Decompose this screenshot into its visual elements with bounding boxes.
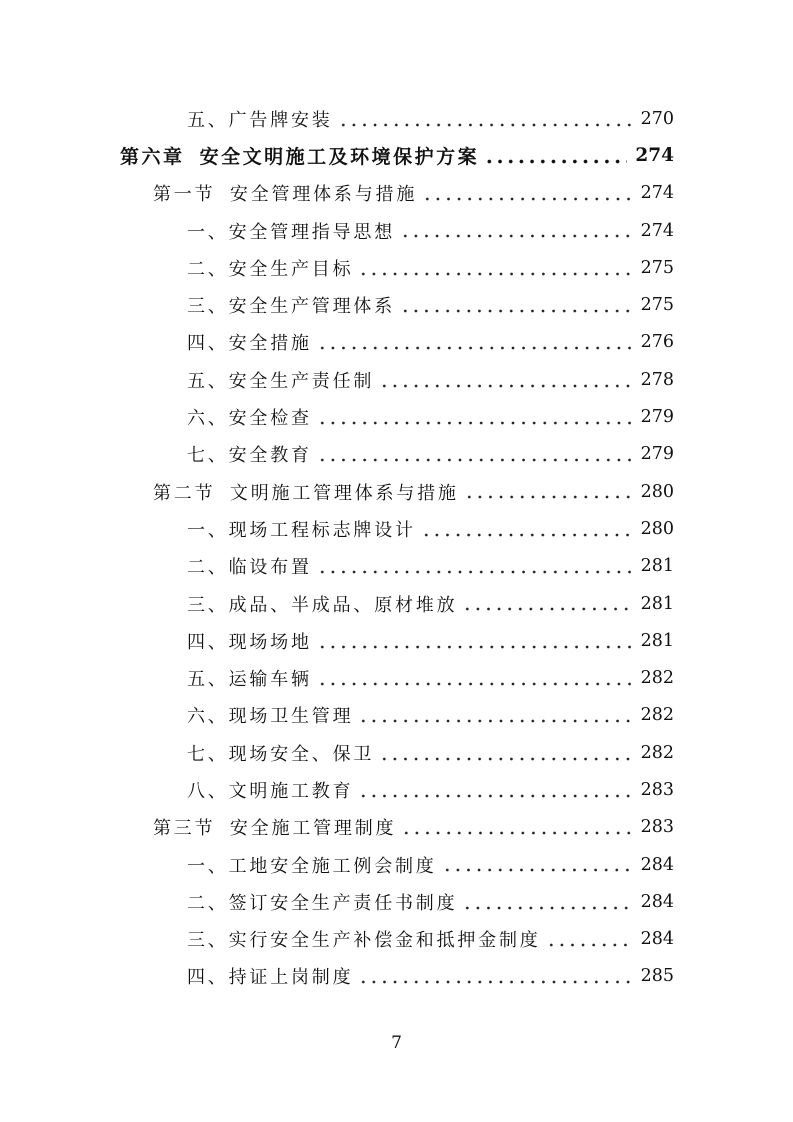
toc-item-entry xyxy=(0,398,674,435)
toc-item-entry xyxy=(0,659,674,696)
toc-entry-page: 282 xyxy=(640,668,674,689)
toc-item-entry xyxy=(0,697,674,734)
toc-entry-page: 281 xyxy=(640,593,674,614)
toc-entry-page: 275 xyxy=(640,295,674,316)
dot-leader xyxy=(464,473,633,510)
toc-section-entry xyxy=(0,175,674,212)
dot-leader xyxy=(317,548,633,585)
toc-entry-label: 五、安全生产责任制 xyxy=(187,370,375,392)
toc-entry-label: 四、持证上岗制度 xyxy=(187,967,354,989)
toc-item-entry xyxy=(0,286,674,323)
toc-entry-label: 三、成品、半成品、原材堆放 xyxy=(187,594,458,616)
dot-leader xyxy=(358,697,632,734)
dot-leader xyxy=(422,175,632,212)
toc-section-entry xyxy=(0,809,674,846)
toc-item-entry xyxy=(0,548,674,585)
dot-leader xyxy=(358,249,632,286)
dot-leader xyxy=(400,286,633,323)
toc-entry-label: 第一节 安全管理体系与措施 xyxy=(153,184,418,206)
toc-entry-label: 一、安全管理指导思想 xyxy=(187,221,395,243)
toc-entry-label: 五、运输车辆 xyxy=(187,669,312,691)
toc-entry-page: 274 xyxy=(640,220,674,241)
toc-entry-page: 276 xyxy=(640,332,674,353)
toc-entry-label: 七、现场安全、保卫 xyxy=(187,743,375,765)
toc-item-entry xyxy=(0,249,674,286)
toc-entry-page: 270 xyxy=(640,108,674,129)
toc-item-entry xyxy=(0,771,674,808)
toc-entry-label: 八、文明施工教育 xyxy=(187,780,354,802)
table-of-contents xyxy=(0,100,674,995)
toc-item-entry xyxy=(0,846,674,883)
dot-leader xyxy=(442,846,633,883)
toc-section-entry xyxy=(0,473,674,510)
toc-entry-page: 282 xyxy=(640,705,674,726)
toc-entry-label: 四、安全措施 xyxy=(187,333,312,355)
dot-leader xyxy=(358,771,632,808)
dot-leader xyxy=(317,622,633,659)
toc-entry-label: 第六章 安全文明施工及环境保护方案 xyxy=(120,146,480,169)
toc-chapter-entry xyxy=(0,137,674,174)
toc-entry-label: 二、安全生产目标 xyxy=(187,258,354,280)
toc-entry-label: 二、临设布置 xyxy=(187,557,312,579)
toc-entry-page: 280 xyxy=(640,481,674,502)
toc-entry-label: 第三节 安全施工管理制度 xyxy=(153,818,397,840)
dot-leader xyxy=(317,659,633,696)
dot-leader xyxy=(338,100,633,137)
toc-entry-page: 283 xyxy=(640,779,674,800)
toc-item-entry xyxy=(0,883,674,920)
toc-item-entry xyxy=(0,100,674,137)
toc-item-entry xyxy=(0,921,674,958)
toc-entry-label: 一、现场工程标志牌设计 xyxy=(187,519,416,541)
toc-entry-page: 285 xyxy=(640,966,674,987)
toc-item-entry xyxy=(0,212,674,249)
dot-leader xyxy=(400,212,633,249)
toc-entry-label: 一、工地安全施工例会制度 xyxy=(187,855,437,877)
toc-entry-label: 七、安全教育 xyxy=(187,445,312,467)
toc-entry-page: 281 xyxy=(640,556,674,577)
toc-entry-label: 五、广告牌安装 xyxy=(187,109,333,131)
toc-item-entry xyxy=(0,324,674,361)
dot-leader xyxy=(379,734,632,771)
toc-entry-page: 281 xyxy=(640,630,674,651)
toc-entry-page: 279 xyxy=(640,444,674,465)
toc-entry-page: 282 xyxy=(640,742,674,763)
toc-entry-page: 275 xyxy=(640,257,674,278)
toc-item-entry xyxy=(0,585,674,622)
dot-leader xyxy=(317,398,633,435)
toc-item-entry xyxy=(0,734,674,771)
toc-entry-page: 274 xyxy=(640,183,674,204)
toc-entry-page: 278 xyxy=(640,369,674,390)
toc-entry-label: 二、签订安全生产责任书制度 xyxy=(187,892,458,914)
toc-item-entry xyxy=(0,361,674,398)
page-number: 7 xyxy=(391,1033,402,1053)
toc-item-entry xyxy=(0,622,674,659)
toc-entry-label: 三、实行安全生产补偿金和抵押金制度 xyxy=(187,930,541,952)
dot-leader xyxy=(421,510,633,547)
toc-item-entry xyxy=(0,510,674,547)
dot-leader xyxy=(546,921,633,958)
dot-leader xyxy=(317,324,633,361)
toc-entry-page: 284 xyxy=(640,854,674,875)
toc-entry-label: 第二节 文明施工管理体系与措施 xyxy=(153,482,459,504)
toc-entry-label: 六、现场卫生管理 xyxy=(187,706,354,728)
dot-leader xyxy=(484,137,627,174)
toc-item-entry xyxy=(0,436,674,473)
toc-entry-page: 274 xyxy=(635,145,674,167)
dot-leader xyxy=(317,436,633,473)
toc-entry-label: 六、安全检查 xyxy=(187,408,312,430)
dot-leader xyxy=(462,585,632,622)
toc-entry-page: 283 xyxy=(640,817,674,838)
toc-entry-label: 四、现场场地 xyxy=(187,631,312,653)
toc-entry-label: 三、安全生产管理体系 xyxy=(187,296,395,318)
dot-leader xyxy=(462,883,632,920)
toc-item-entry xyxy=(0,958,674,995)
dot-leader xyxy=(379,361,632,398)
dot-leader xyxy=(358,958,632,995)
toc-entry-page: 284 xyxy=(640,891,674,912)
toc-entry-page: 284 xyxy=(640,929,674,950)
toc-entry-page: 279 xyxy=(640,407,674,428)
dot-leader xyxy=(401,809,632,846)
toc-entry-page: 280 xyxy=(640,518,674,539)
